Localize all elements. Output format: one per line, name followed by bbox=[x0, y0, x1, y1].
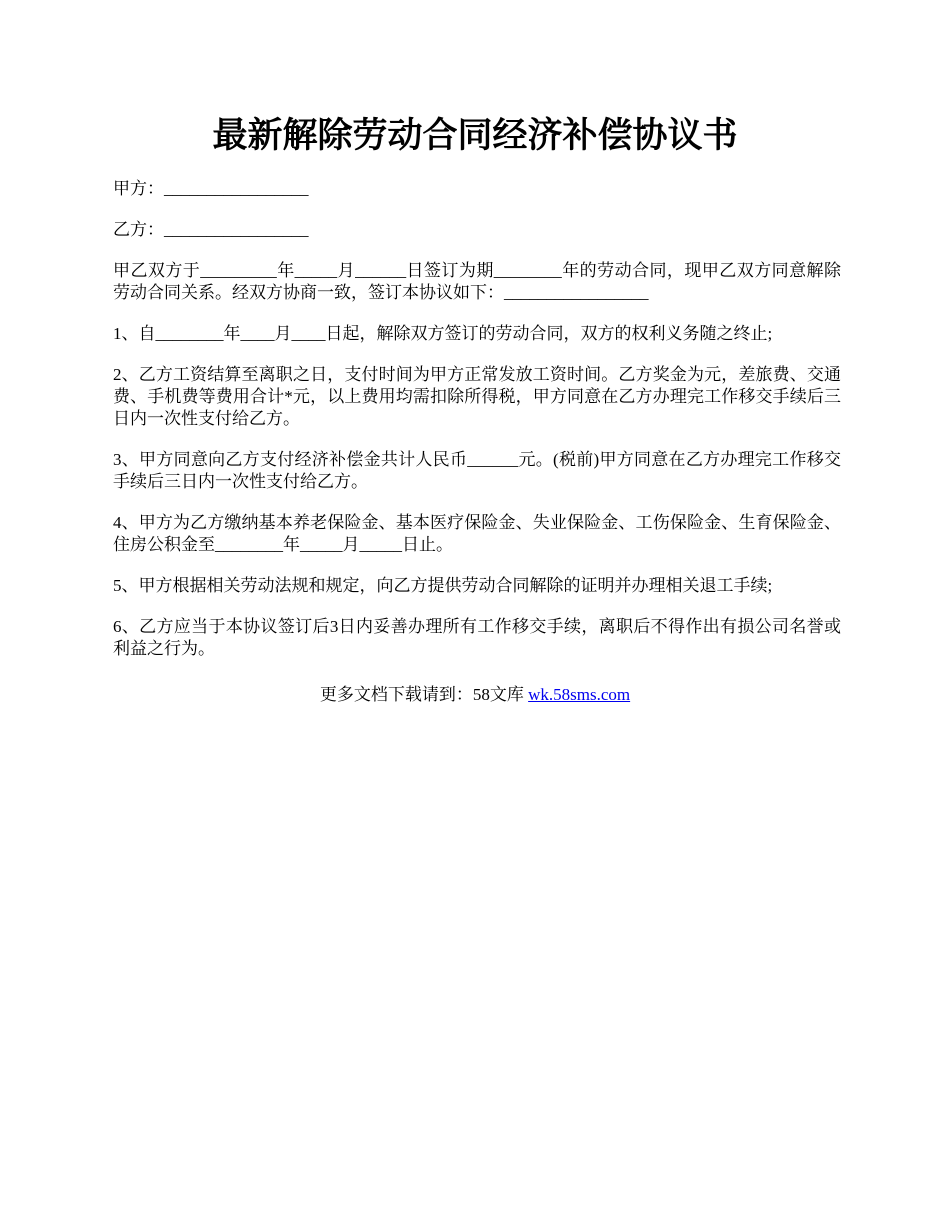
clause-6: 6、乙方应当于本协议签订后3日内妥善办理所有工作移交手续，离职后不得作出有损公司名誉或利益之行为。 bbox=[113, 617, 841, 658]
clause-2: 2、乙方工资结算至离职之日，支付时间为甲方正常发放工资时间。乙方奖金为元，差旅费、交通费、手机费等费用合计*元，以上费用均需扣除所得税，甲方同意在乙方办理完工作移交手续后三日内一次性支付给乙方。 bbox=[113, 365, 841, 428]
party-b-line: 乙方：_________________ bbox=[113, 220, 309, 239]
document-title: 最新解除劳动合同经济补偿协议书 bbox=[212, 116, 738, 155]
download-footer bbox=[0, 683, 950, 707]
document-body bbox=[113, 178, 841, 679]
clause-1: 1、自________年____月____日起，解除双方签订的劳动合同，双方的权利义务随之终止; bbox=[113, 324, 773, 343]
intro-paragraph: 甲乙双方于_________年_____月______日签订为期________年的劳动合同，现甲乙双方同意解除劳动合同关系。经双方协商一致，签订本协议如下：_________________ bbox=[113, 261, 841, 302]
footer-link[interactable]: wk.58sms.com bbox=[528, 685, 631, 704]
clause-3: 3、甲方同意向乙方支付经济补偿金共计人民币______元。(税前)甲方同意在乙方办理完工作移交手续后三日内一次性支付给乙方。 bbox=[113, 450, 841, 491]
clause-5: 5、甲方根据相关劳动法规和规定，向乙方提供劳动合同解除的证明并办理相关退工手续; bbox=[113, 576, 773, 595]
clause-4: 4、甲方为乙方缴纳基本养老保险金、基本医疗保险金、失业保险金、工伤保险金、生育保险金、住房公积金至________年_____月_____日止。 bbox=[113, 513, 841, 554]
footer-text: 更多文档下载请到：58文库 bbox=[319, 685, 529, 704]
party-a-line: 甲方：_________________ bbox=[113, 179, 309, 198]
